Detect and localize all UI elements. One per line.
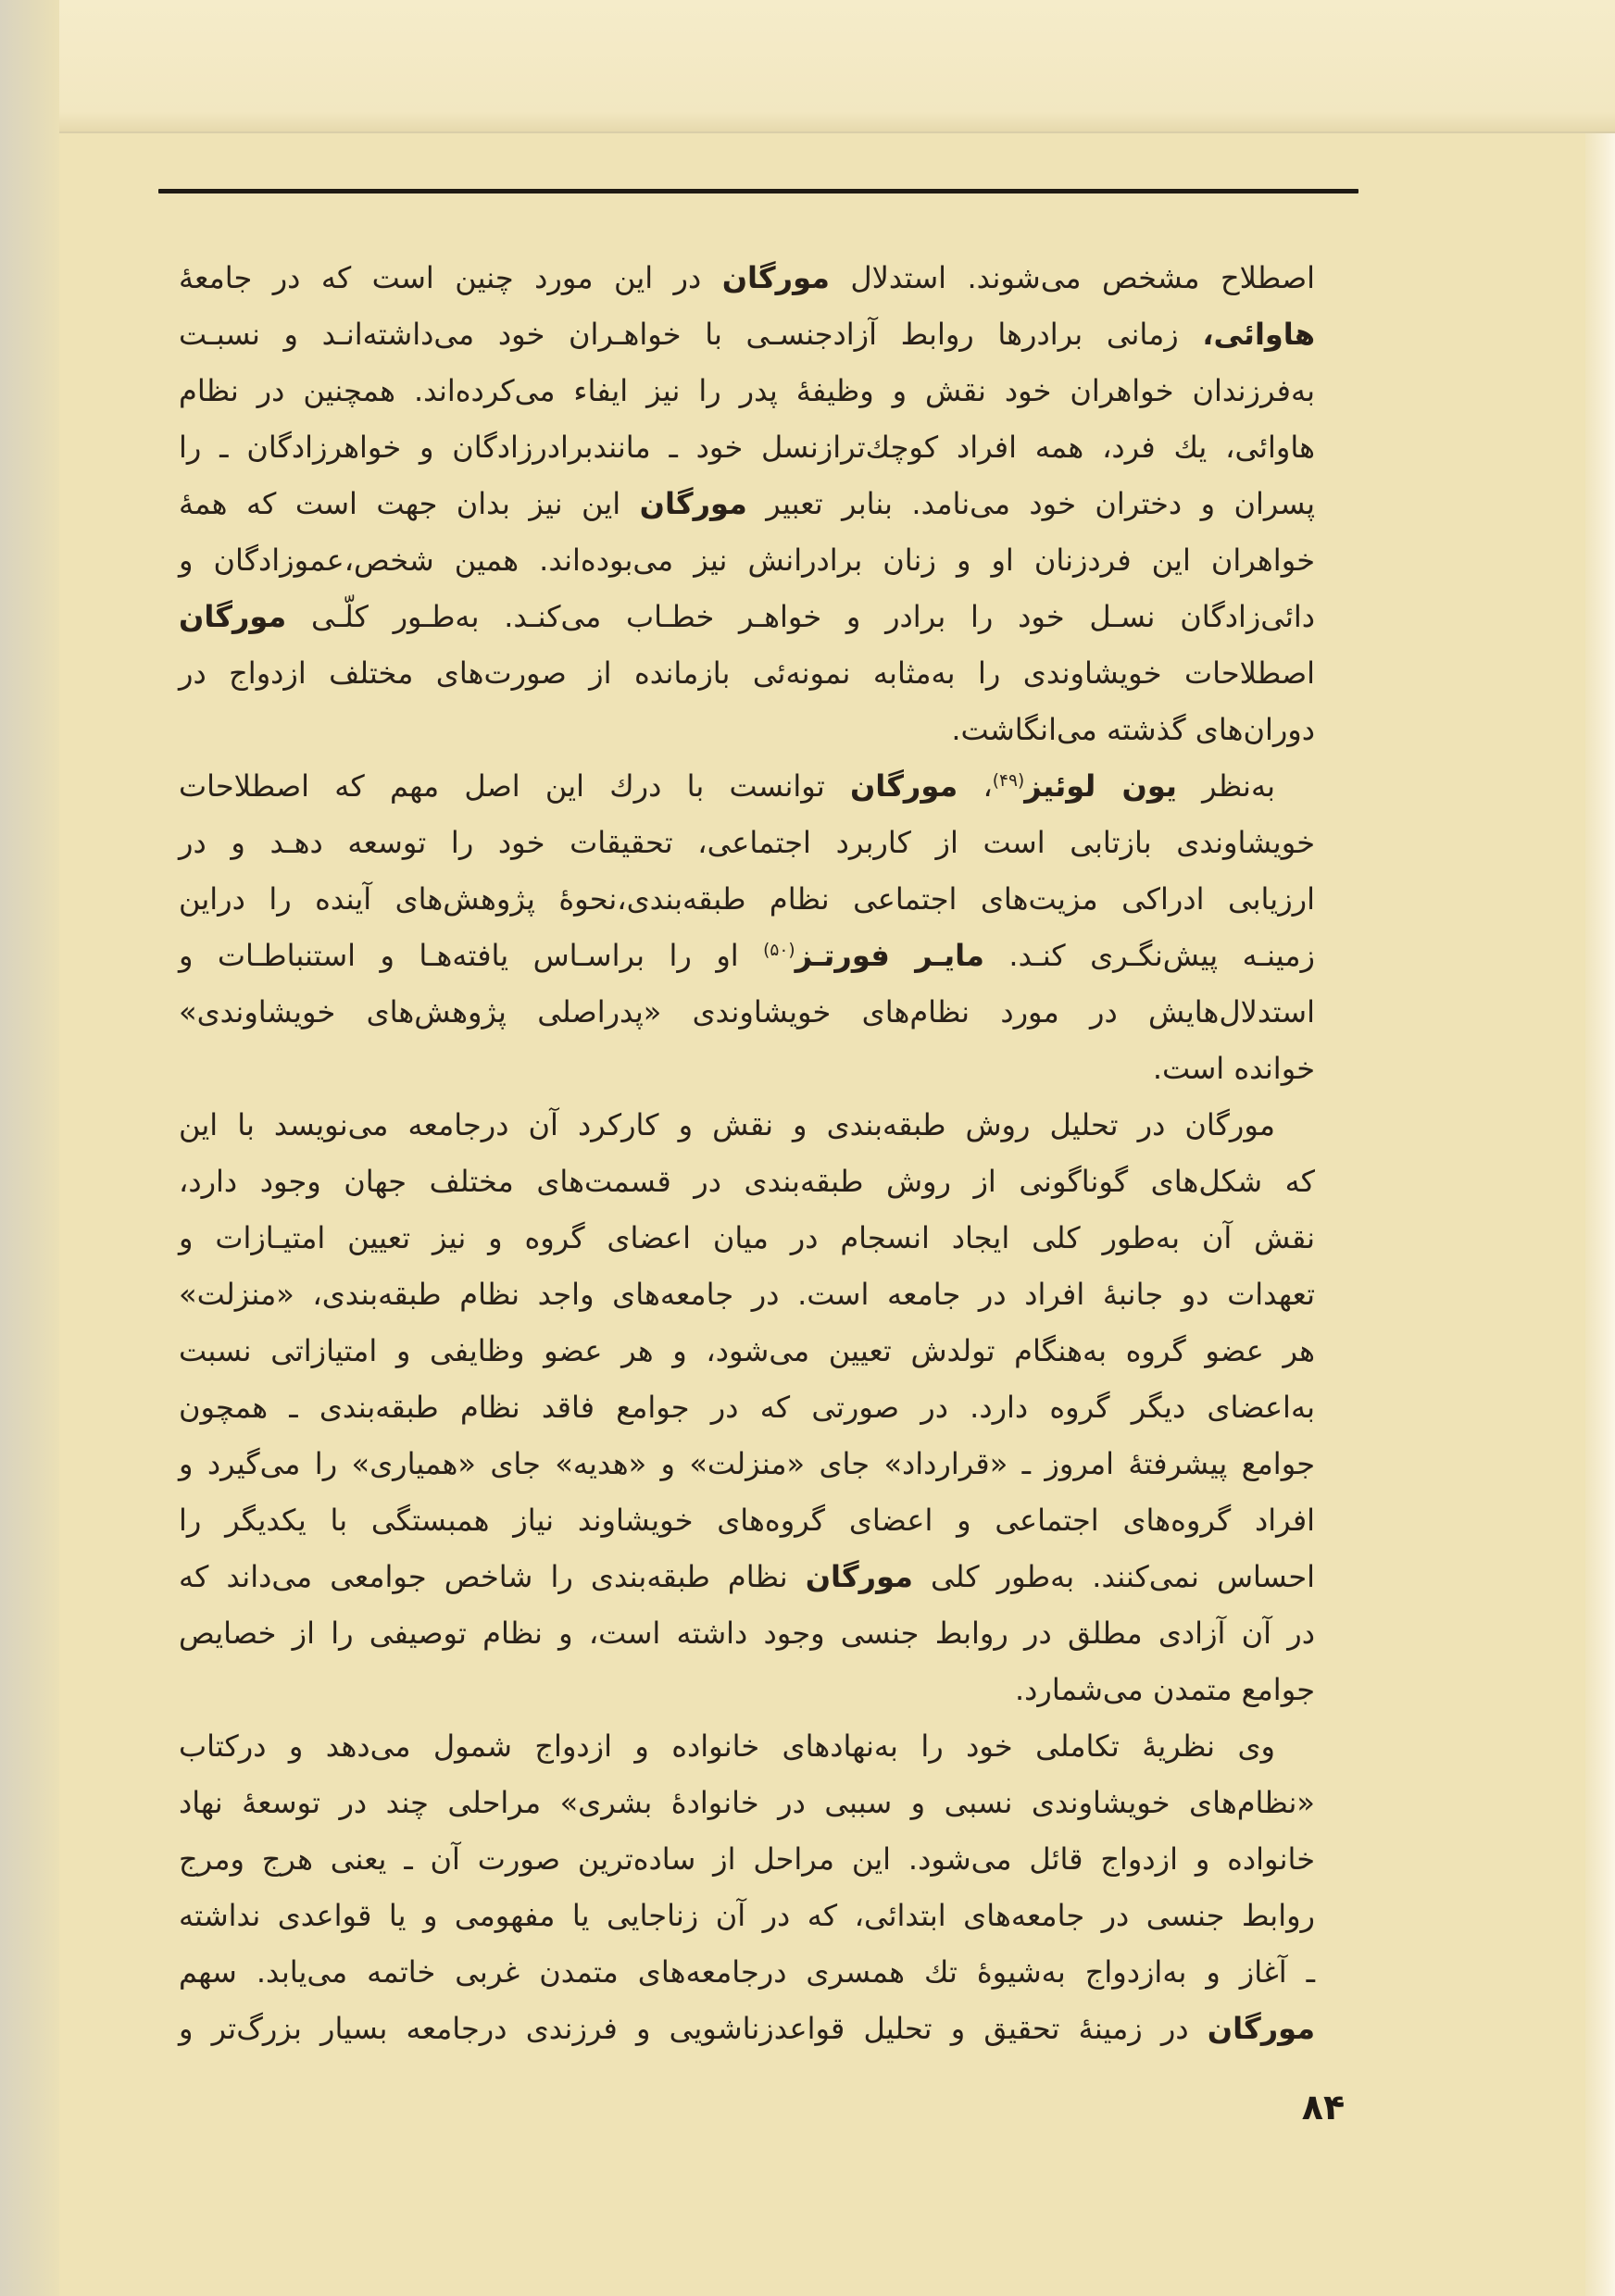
text-line (179, 702, 1315, 758)
text-run: دائی‌زادگان نسـل خود را برادر و خواهـر خطـاب می‌کنـد. به‌طـور کلّـی (286, 599, 1315, 634)
text-run: خویشاوندی بازتابی است از کاربرد اجتماعی، تحقیقات خود را توسعه دهـد و در (179, 825, 1315, 860)
header-rule (158, 189, 1358, 193)
text-line (179, 419, 1315, 476)
text-run: ، (958, 768, 993, 804)
page-number: ۸۴ (1301, 2087, 1346, 2128)
scan-left-margin (0, 0, 59, 2296)
text-line (179, 2001, 1315, 2057)
text-line (179, 1154, 1315, 1210)
text-run: افراد گروه‌های اجتماعی و اعضای گروه‌های خویشاوند نیاز همبستگی با یکدیگر را (179, 1503, 1315, 1538)
text-run: ـ آغاز و به‌ازدواج به‌شیوهٔ تك همسری درجامعه‌های متمدن غربی خاتمه می‌یابد. سهم (179, 1954, 1315, 1990)
emphasis-term: مایـر فورتـز (795, 938, 984, 973)
text-line (179, 984, 1315, 1041)
text-line (179, 532, 1315, 589)
text-run: ارزیابی ادراکی مزیت‌های اجتماعی نظام طبقه‌بندی،نحوهٔ پژوهش‌های آینده را دراین (179, 881, 1315, 917)
text-line (179, 476, 1315, 532)
text-line (179, 1097, 1315, 1154)
text-run: نقش آن به‌طور کلی ایجاد انسجام در میان اعضای گروه و نیز تعیین امتیـازات و (179, 1220, 1315, 1255)
text-run: توانست با درك این اصل مهم که اصطلاحات (179, 768, 850, 804)
page-right-edge (1585, 133, 1615, 2296)
text-line (179, 1436, 1315, 1492)
emphasis-term: مورگان (179, 599, 287, 634)
text-block (179, 250, 1315, 2057)
text-run: اصطلاح مشخص می‌شوند. استدلال (829, 260, 1315, 295)
text-line (179, 1492, 1315, 1549)
paragraph (179, 250, 1315, 758)
text-line (179, 1041, 1315, 1097)
text-run: او را براسـاس یافته‌هـا و استنباطـات و (179, 938, 764, 973)
text-line (179, 1549, 1315, 1605)
emphasis-term: مورگان (639, 486, 747, 521)
text-run: جوامع متمدن می‌شمارد. (1014, 1672, 1315, 1707)
text-run: «نظام‌های خویشاوندی نسبی و سببی در خانوادهٔ بشری» مراحلی چند در توسعهٔ نهاد (179, 1785, 1315, 1820)
emphasis-term: هاوائی، (1202, 317, 1315, 352)
text-line (179, 1718, 1315, 1775)
text-run: وی نظریهٔ تکاملی خود را به‌نهادهای خانواده و ازدواج شمول می‌دهد و درکتاب (179, 1728, 1275, 1764)
text-line (179, 250, 1315, 306)
text-run: جوامع پیشرفتهٔ امروز ـ «قرارداد» جای «منزلت» و «هدیه» جای «همیاری» را می‌گیرد و (179, 1446, 1315, 1481)
text-line (179, 589, 1315, 645)
text-line (179, 1944, 1315, 2001)
text-line (179, 1267, 1315, 1323)
text-run: به‌نظر (1176, 768, 1276, 804)
text-line (179, 871, 1315, 928)
text-line (179, 1210, 1315, 1267)
emphasis-term: یون لوئیز (1024, 768, 1177, 804)
text-run: این نیز بدان جهت است که همهٔ (179, 486, 640, 521)
footnote-ref: (۵۰) (763, 940, 795, 960)
text-run: هر عضو گروه به‌هنگام تولدش تعیین می‌شود، و هر عضو وظایفی و امتیازاتی نسبت (179, 1333, 1315, 1368)
text-run: مورگان در تحلیل روش طبقه‌بندی و نقش و کارکرد آن درجامعه می‌نویسد با این (179, 1107, 1275, 1142)
text-line (179, 306, 1315, 363)
paragraph (179, 758, 1315, 1097)
emphasis-term: مورگان (1207, 2011, 1315, 2046)
text-run: خواهران این فردزنان او و زنان برادرانش نیز می‌بوده‌اند. همین شخص،عموزادگان و (179, 543, 1315, 578)
text-line (179, 815, 1315, 871)
text-run: احساس نمی‌کنند. به‌طور کلی (912, 1559, 1316, 1594)
text-run: زمانی برادرها روابط آزادجنسـی با خواهـران خود می‌داشته‌انـد و نسبـت (179, 317, 1203, 352)
text-run: پسران و دختران خود می‌نامد. بنابر تعبیر (746, 486, 1316, 521)
text-line (179, 1775, 1315, 1831)
text-run: به‌فرزندان خواهران خود نقش و وظیفهٔ پدر را نیز ایفاء می‌کرده‌اند. همچنین در نظام (179, 373, 1315, 408)
text-line (179, 363, 1315, 419)
page-top-edge (59, 0, 1615, 133)
text-run: تعهدات دو جانبهٔ افراد در جامعه است. در جامعه‌های واجد نظام طبقه‌بندی، «منزلت» (179, 1277, 1315, 1312)
text-run: دوران‌های گذشته می‌انگاشت. (951, 712, 1315, 747)
text-line (179, 1831, 1315, 1888)
text-run: که شکل‌های گوناگونی از روش طبقه‌بندی در قسمت‌های مختلف جهان وجود دارد، (179, 1164, 1315, 1199)
emphasis-term: مورگان (721, 260, 830, 295)
text-run: در این مورد چنین است که در جامعهٔ (179, 260, 722, 295)
text-run: استدلال‌هایش در مورد نظام‌های خویشاوندی «پدراصلی پژوهش‌های خویشاوندی» (179, 994, 1315, 1029)
text-run: روابط جنسی در جامعه‌های ابتدائی، که در آن زناجایی یا مفهومی و یا قواعدی نداشته (179, 1898, 1315, 1933)
text-line (179, 1662, 1315, 1718)
paragraph (179, 1097, 1315, 1718)
emphasis-term: مورگان (849, 768, 958, 804)
emphasis-term: مورگان (805, 1559, 913, 1594)
footnote-ref: (۴۹) (992, 770, 1025, 791)
text-line (179, 1888, 1315, 1944)
text-line (179, 1605, 1315, 1662)
text-line (179, 1379, 1315, 1436)
text-run: اصطلاحات خویشاوندی را به‌مثابه نمونه‌ئی بازمانده از صورت‌های مختلف ازدواج در (179, 655, 1315, 691)
text-run: در زمینهٔ تحقیق و تحلیل قواعدزناشویی و فرزندی درجامعه بسیار بزرگ‌تر و (179, 2011, 1208, 2046)
text-run: در آن آزادی مطلق در روابط جنسی وجود داشته است، و نظام توصیفی را از خصایص (179, 1616, 1315, 1651)
text-run: زمینـه پیش‌نگـری کنـد. (983, 938, 1316, 973)
text-run: خوانده است. (1152, 1051, 1315, 1086)
text-run: خانواده و ازدواج قائل می‌شود. این مراحل از ساده‌ترین صورت آن ـ یعنی هرج ومرج (179, 1841, 1315, 1877)
text-line (179, 1323, 1315, 1379)
text-line (179, 928, 1315, 984)
text-line (179, 758, 1315, 815)
text-run: نظام طبقه‌بندی را شاخص جوامعی می‌داند که (179, 1559, 806, 1594)
paragraph (179, 1718, 1315, 2057)
text-run: به‌اعضای دیگر گروه دارد. در صورتی که در جوامع فاقد نظام طبقه‌بندی ـ همچون (179, 1390, 1315, 1425)
text-line (179, 645, 1315, 702)
text-run: هاوائی، یك فرد، همه افراد كوچك‌ترازنسل خود ـ مانندبرادرزادگان و خواهرزادگان ـ را (179, 430, 1315, 465)
